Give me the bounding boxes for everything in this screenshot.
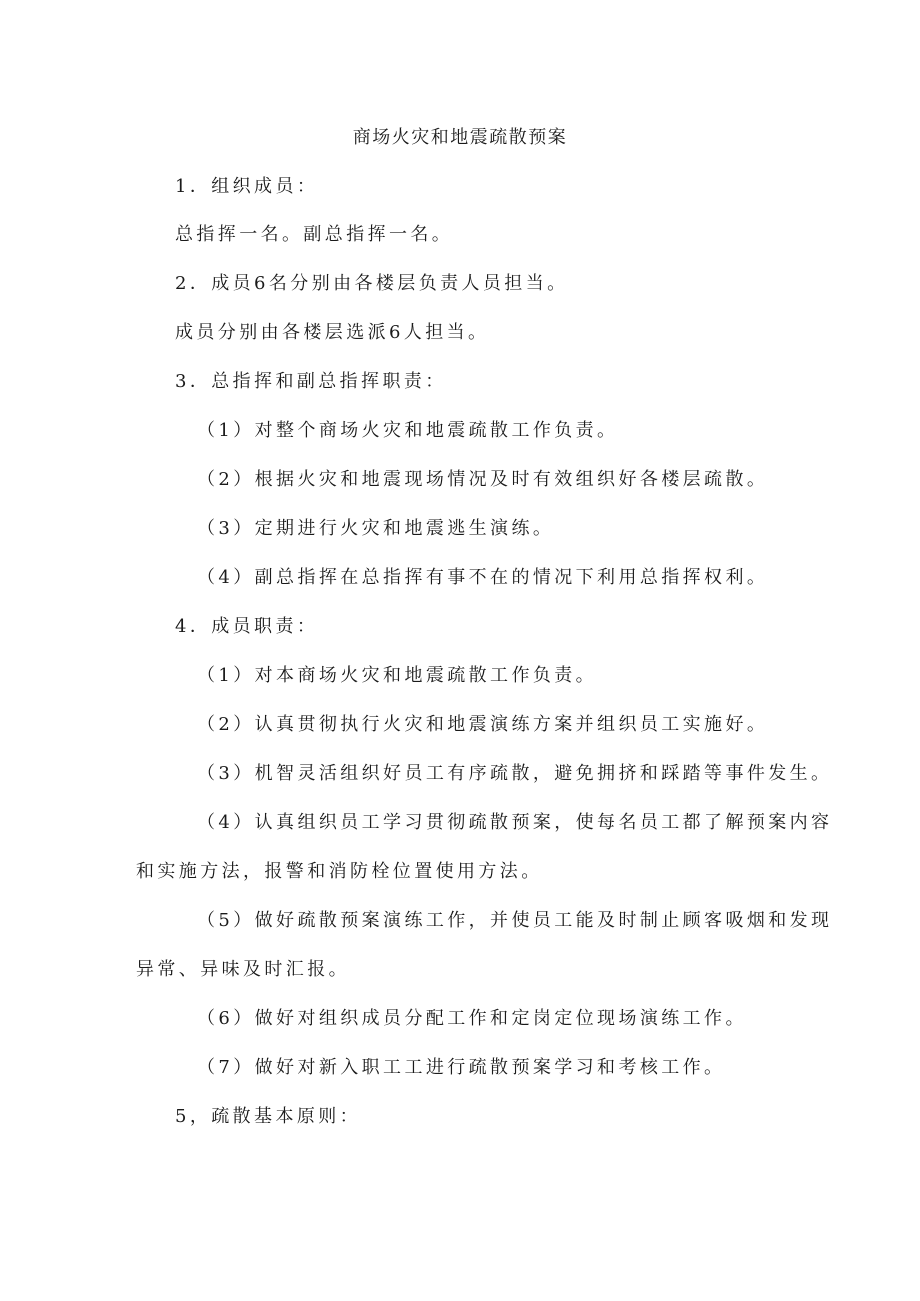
list-item-continuation: 异常、异味及时汇报。: [136, 959, 350, 980]
list-item: （6）做好对组织成员分配工作和定岗定位现场演练工作。: [197, 1008, 747, 1029]
list-item: （4）认真组织员工学习贯彻疏散预案，使每名员工都了解预案内容: [197, 812, 833, 833]
list-item: （4）副总指挥在总指挥有事不在的情况下利用总指挥权利。: [197, 567, 769, 588]
section-2-heading: 2．成员6名分别由各楼层负责人员担当。: [175, 273, 569, 294]
section-3-heading: 3．总指挥和副总指挥职责：: [175, 371, 447, 392]
list-item: （2）认真贯彻执行火灾和地震演练方案并组织员工实施好。: [197, 714, 769, 735]
list-item: （5）做好疏散预案演练工作，并使员工能及时制止顾客吸烟和发现: [197, 910, 833, 931]
list-item: （1）对本商场火灾和地震疏散工作负责。: [197, 665, 598, 686]
section-4-heading: 4．成员职责：: [175, 616, 319, 637]
section-1-heading: 1．组织成员：: [175, 176, 319, 197]
paragraph-members: 成员分别由各楼层选派6人担当。: [175, 322, 490, 343]
list-item: （1）对整个商场火灾和地震疏散工作负责。: [197, 420, 619, 441]
list-item: （2）根据火灾和地震现场情况及时有效组织好各楼层疏散。: [197, 469, 769, 490]
section-5-heading: 5，疏散基本原则：: [175, 1106, 362, 1127]
document-title: 商场火灾和地震疏散预案: [352, 127, 568, 148]
list-item: （7）做好对新入职工工进行疏散预案学习和考核工作。: [197, 1057, 726, 1078]
list-item: （3）机智灵活组织好员工有序疏散，避免拥挤和踩踏等事件发生。: [197, 763, 833, 784]
paragraph-commanders: 总指挥一名。副总指挥一名。: [175, 224, 454, 245]
list-item-continuation: 和实施方法，报警和消防栓位置使用方法。: [136, 861, 543, 882]
list-item: （3）定期进行火灾和地震逃生演练。: [197, 518, 555, 539]
